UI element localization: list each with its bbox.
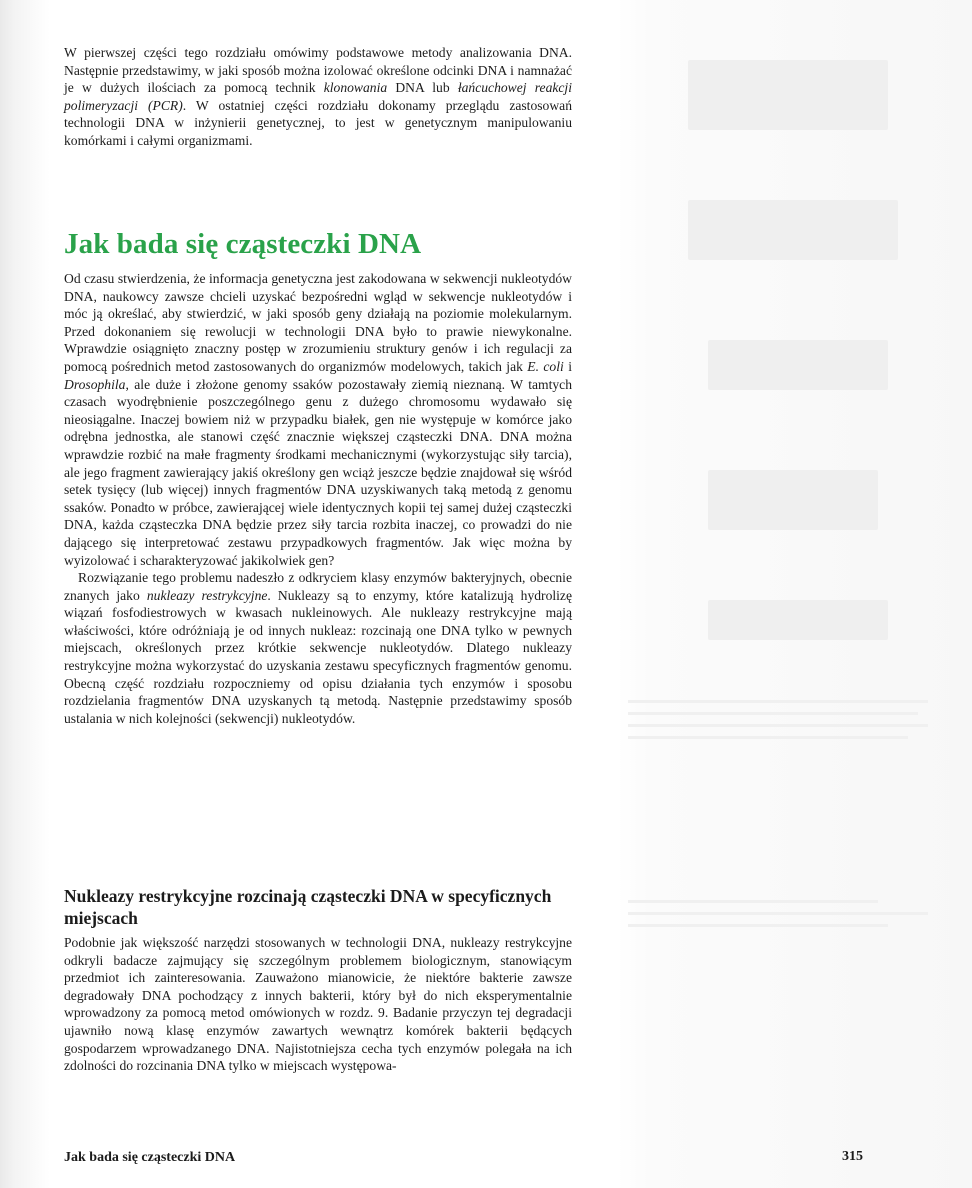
- subsection-body: [64, 934, 572, 1075]
- paragraph: Podobnie jak większość narzędzi stosowanych w technologii DNA, nukleazy restrykcyjne odkryli badacze zajmujący się szczególnym problemem biologicznym, stanowiącym przedmiot ich zainteresowania. Zauważono mianowicie, że niektóre bakterie zawsze degradowały DNA pochodzący z innych bakterii, który był do nich eksperymentalnie wprowadzony za pomocą metod omówionych w rozdz. 9. Badanie przyczyn tej degradacji ujawniło nową klasę enzymów zawartych wewnątrz komórek bakterii będących gospodarzem wprowadzanego DNA. Najistotniejsza cecha tych enzymów polegała na ich zdolności do rozcinania DNA tylko w miejscach występowa-: [64, 935, 572, 1074]
- section-heading: Jak bada się cząsteczki DNA: [64, 228, 422, 260]
- running-footer-title: Jak bada się cząsteczki DNA: [64, 1150, 236, 1165]
- intro-paragraph: W pierwszej części tego rozdziału omówimy podstawowe metody analizowania DNA. Następnie przedstawimy, w jaki sposób można izolować określone odcinki DNA i namnażać je w dużych ilościach za pomocą technik klonowania DNA lub łańcuchowej reakcji polimeryzacji (PCR). W ostatniej części rozdziału dokonamy przeglądu zastosowań technologii DNA w inżynierii genetycznej, to jest w genetycznym manipulowaniu komórkami i całymi organizmami.: [64, 45, 572, 148]
- page-number: 315: [842, 1149, 863, 1164]
- section-body: [64, 270, 572, 727]
- paragraph: Od czasu stwierdzenia, że informacja genetyczna jest zakodowana w sekwencji nukleotydów DNA, naukowcy zawsze chcieli uzyskać bezpośredni wgląd w sekwencje nukleotydów i móc ją określać, aby stwierdzić, w jaki sposób geny działają na poziomie molekularnym. Przed dokonaniem się rewolucji w technologii DNA było to prawie niewykonalne. Wprawdzie osiągnięto znaczny postęp w zrozumieniu struktury genów i ich regulacji za pomocą pośrednich metod zastosowanych do organizmów modelowych, takich jak E. coli i Drosophila, ale duże i złożone genomy ssaków pozostawały ziemią nieznaną. W tamtych czasach wyodrębnienie poszczególnego genu z dużego chromosomu wydawało się nieosiągalne. Inaczej bowiem niż w przypadku białek, gen nie występuje w komórce jako odrębna jednostka, ale stanowi część znacznie większej cząsteczki DNA. DNA można wprawdzie rozbić na małe fragmenty środkami mechanicznymi (wykorzystując siły tarcia), ale jego fragment zawierający jakiś określony gen wciąż jeszcze będzie znajdował się wśród setek tysięcy (lub więcej) innych fragmentów DNA uzyskiwanych taką metodą z genomu ssaków. Ponadto w próbce, zawierającej wiele identycznych kopii tej samej dużej cząsteczki DNA, każda cząsteczka DNA będzie przez siły tarcia rozbita inaczej, co prowadzi do nie dającego się interpretować zestawu przypadkowych fragmentów. Jak więc można by wyizolować i scharakteryzować jakikolwiek gen?: [64, 271, 572, 568]
- paragraph: Rozwiązanie tego problemu nadeszło z odkryciem klasy enzymów bakteryjnych, obecnie znanych jako nukleazy restrykcyjne. Nukleazy są to enzymy, które katalizują hydrolizę wiązań fosfodiestrowych w kwasach nukleinowych. Ale nukleazy restrykcyjne mają właściwości, które odróżniają je od innych nukleaz: rozcinają one DNA tylko w pewnych miejscach, określonych przez krótkie sekwencje nukleotydów. Dlatego nukleazy restrykcyjne można wykorzystać do uzyskania zestawu specyficznych fragmentów genomu. Obecną część rozdziału rozpoczniemy od opisu działania tych enzymów i sposobu rozdzielania fragmentów DNA uzyskanych tą metodą. Następnie przedstawimy sposób ustalania w nich kolejności (sekwencji) nukleotydów.: [64, 570, 572, 726]
- subsection-heading: Nukleazy restrykcyjne rozcinają cząsteczki DNA w specyficznych miejscach: [64, 886, 552, 928]
- intro-text: [64, 44, 572, 150]
- bleed-through-margin: [618, 0, 972, 1188]
- scan-shadow: [0, 0, 50, 1188]
